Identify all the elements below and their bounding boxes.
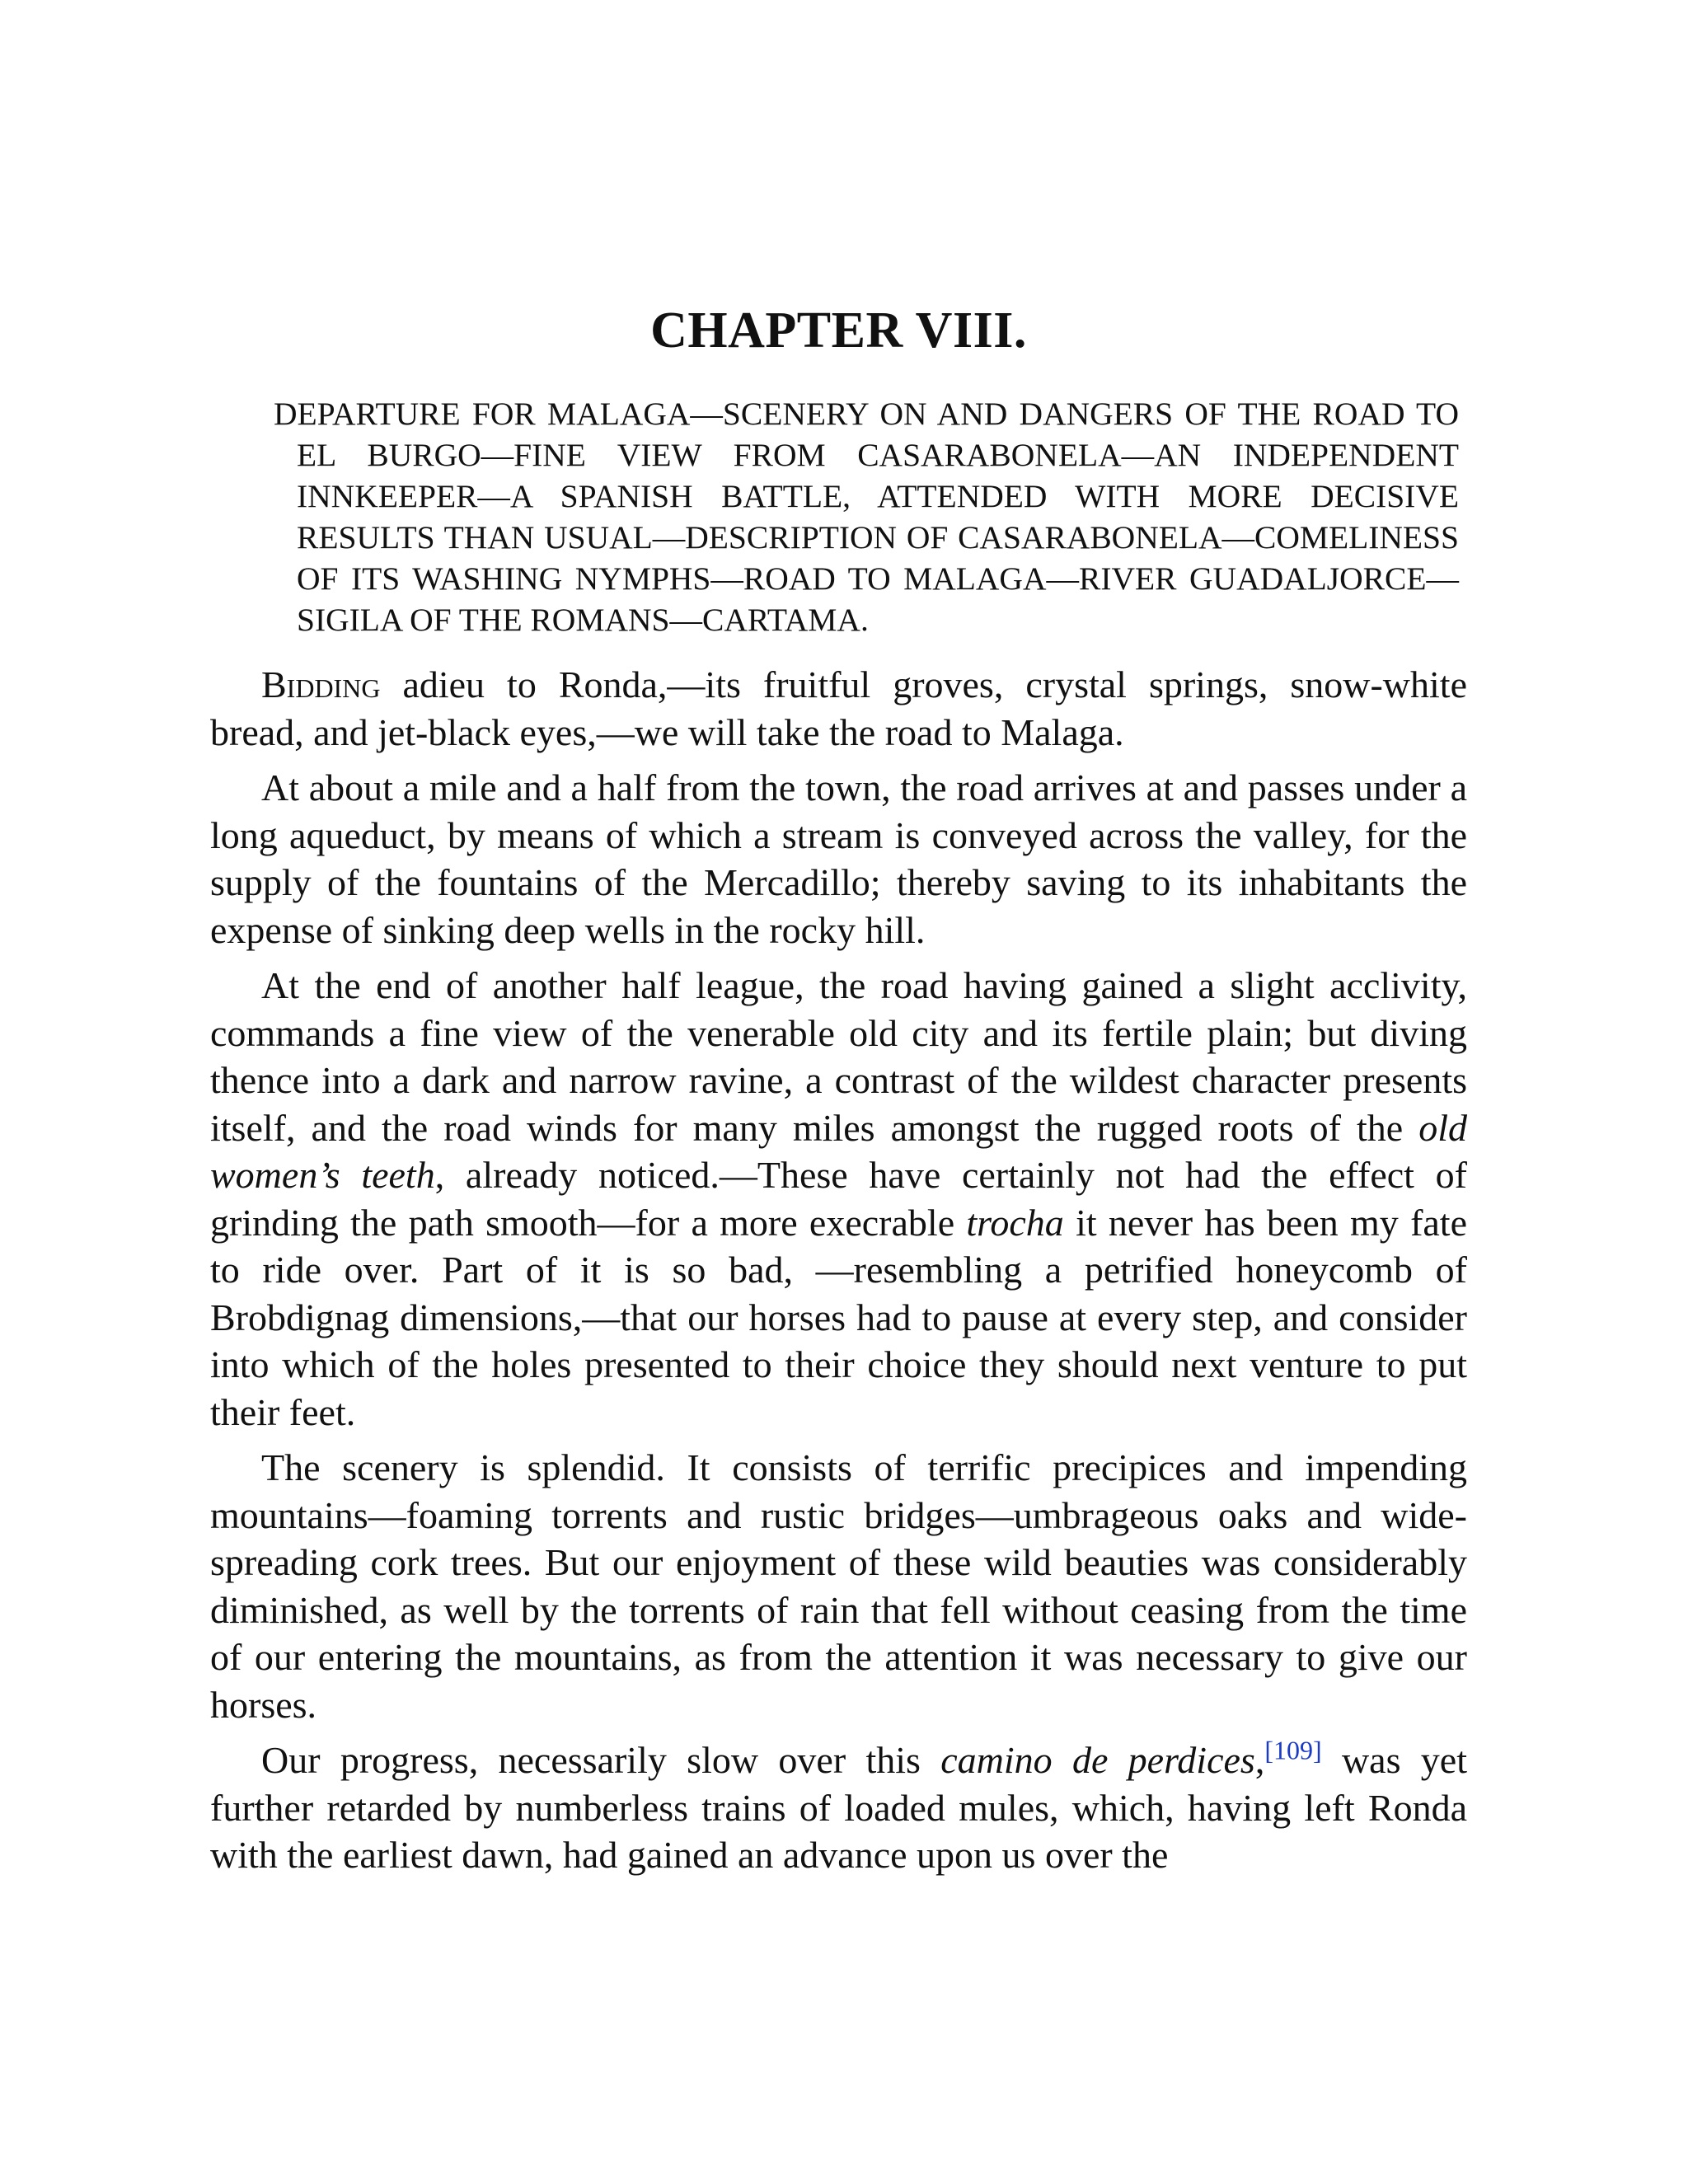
italic-phrase: camino de perdices bbox=[940, 1739, 1255, 1781]
paragraph-3-text-a: At the end of another half league, the road having gained a slight acclivity, commands a fine view of the venerable old city and its fertile plain; but diving thence into a dark and narrow ravine, a contrast of the wildest character presents itself, and the road winds for many miles amongst the rugged roots of the bbox=[210, 964, 1467, 1149]
paragraph-4: The scenery is splendid. It consists of terrific precipices and impending mountains—foaming torrents and rustic bridges—umbrageous oaks and wide-spreading cork trees. But our enjoyment of these wild beauties was considerably diminished, as well by the torrents of rain that fell without ceasing from the time of our entering the mountains, as from the attention it was necessary to give our horses. bbox=[210, 1446, 1467, 1726]
italic-phrase: old women’s teeth bbox=[210, 1106, 1467, 1196]
paragraph-1 bbox=[210, 661, 1467, 756]
paragraph-1-text: adieu to Ronda,—its fruitful groves, crystal springs, snow-white bread, and jet-black eyes,—we will take the road to Malaga. bbox=[210, 663, 1467, 753]
paragraph-3-text-c: it never has been my fate to ride over. Part of it is so bad, —resembling a petrified honeycomb of Brobdignag dimensions,—that our horses had to pause at every step, and consider into which of the holes presented to their choice they should next venture to put their feet. bbox=[210, 1201, 1467, 1433]
paragraph-5 bbox=[210, 1736, 1467, 1879]
chapter-synopsis: DEPARTURE FOR MALAGA—SCENERY ON AND DANGERS OF THE ROAD TO EL BURGO—FINE VIEW FROM CASARABONELA—AN INDEPENDENT INNKEEPER—A SPANISH BATTLE, ATTENDED WITH MORE DECISIVE RESULTS THAN USUAL—DESCRIPTION OF CASARABONELA—COMELINESS OF ITS WASHING NYMPHS—ROAD TO MALAGA—RIVER GUADALJORCE—SIGILA OF THE ROMANS—CARTAMA. bbox=[274, 396, 1459, 638]
footnote-link[interactable]: [109] bbox=[1264, 1735, 1322, 1765]
italic-word: trocha bbox=[966, 1201, 1064, 1244]
paragraph-5-text-a: Our progress, necessarily slow over this bbox=[261, 1739, 941, 1781]
paragraph-3 bbox=[210, 962, 1467, 1436]
paragraph-5-text-c: was yet further retarded by numberless trains of loaded mules, which, having left Ronda with the earliest dawn, had gained an advance upon us over the bbox=[210, 1739, 1467, 1876]
book-page bbox=[210, 302, 1467, 1887]
chapter-title: CHAPTER VIII. bbox=[650, 302, 1027, 359]
paragraph-3-text-b: , already noticed.—These have certainly not had the effect of grinding the path smooth—for a more execrable bbox=[210, 1154, 1467, 1244]
paragraph-2: At about a mile and a half from the town, the road arrives at and passes under a long aqueduct, by means of which a stream is conveyed across the valley, for the supply of the fountains of the Mercadillo; thereby saving to its inhabitants the expense of sinking deep wells in the rocky hill. bbox=[210, 766, 1467, 951]
drop-word: Bidding bbox=[261, 663, 381, 705]
paragraph-5-comma: , bbox=[1254, 1739, 1265, 1781]
